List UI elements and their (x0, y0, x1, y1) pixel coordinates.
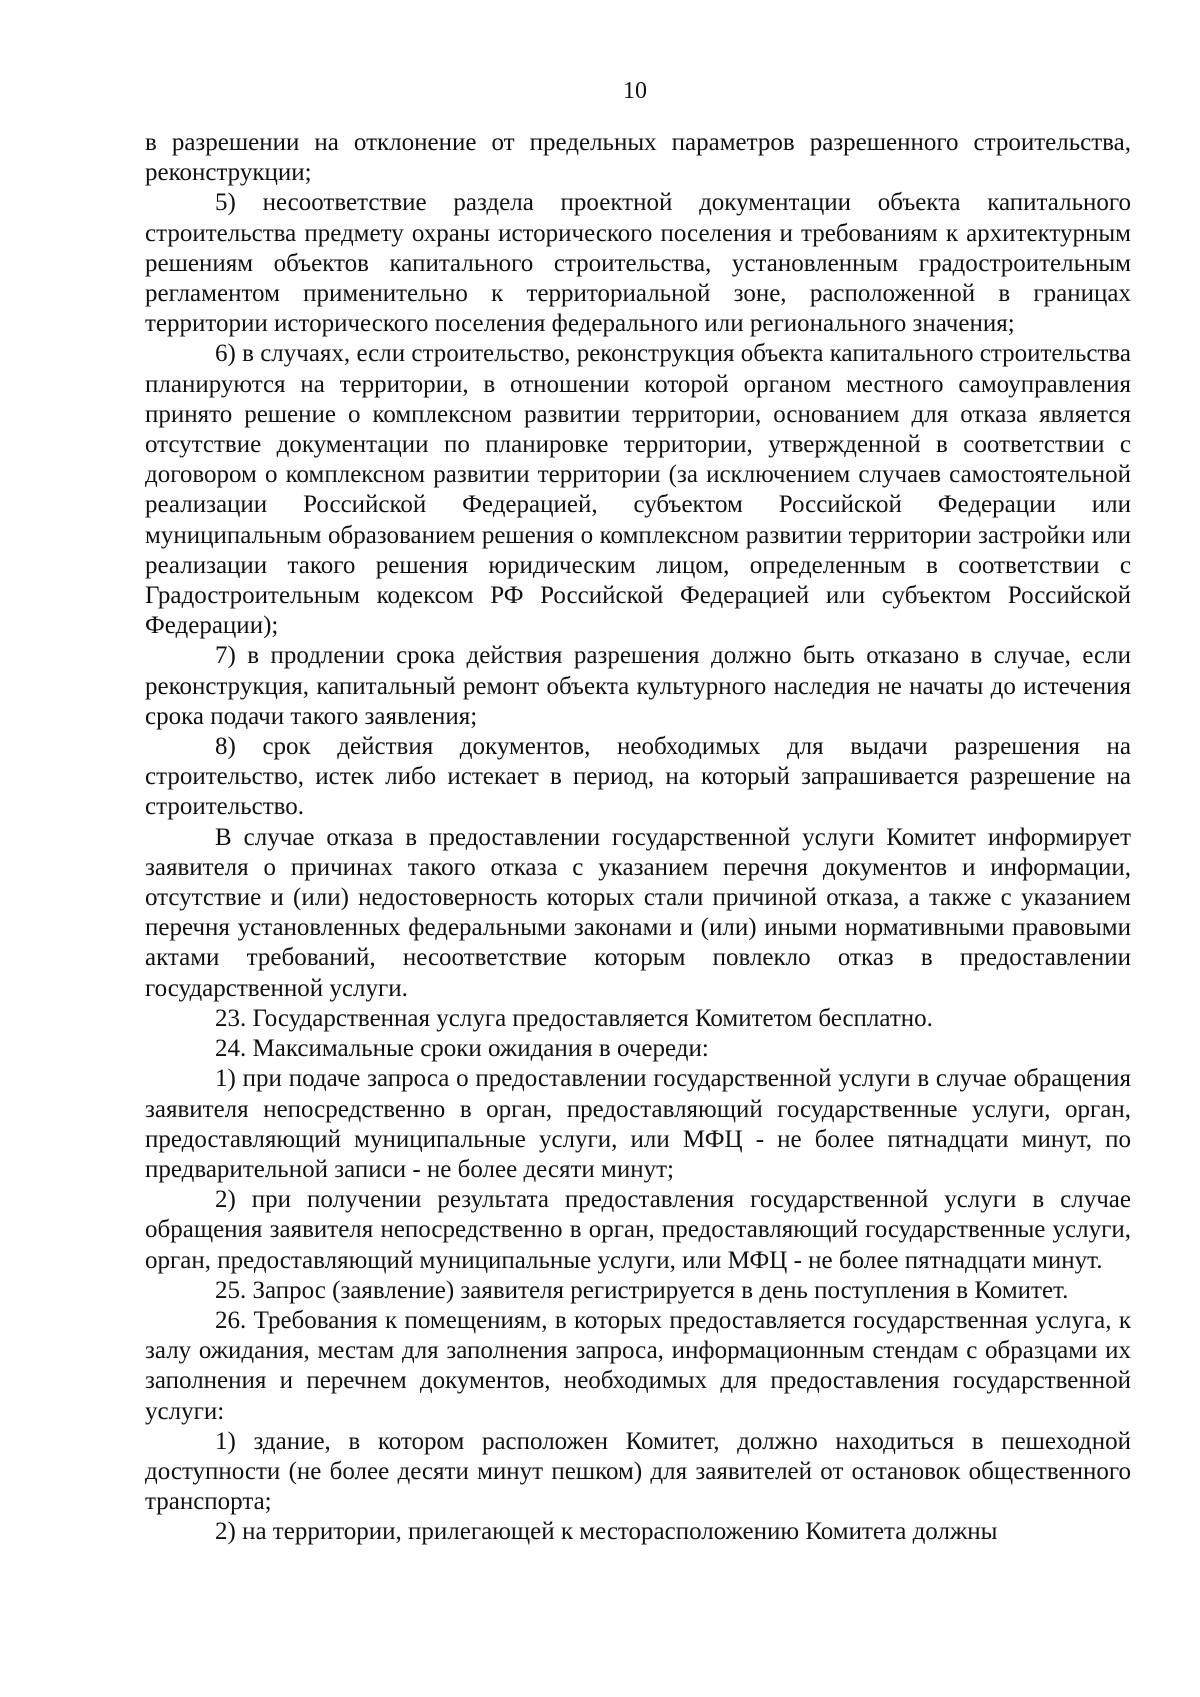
paragraph-continuation: в разрешении на отклонение от предельных параметров разрешенного строительства, реконструкции; (145, 129, 1131, 187)
paragraph-section-24: 24. Максимальные сроки ожидания в очереди: (215, 1035, 709, 1063)
paragraph-24-item-2: 2) при получении результата предоставления государственной услуги в случае обращения заявителя непосредственно в орган, предоставляющий государственные услуги, орган, предоставляющий муниципальные услуги, или МФЦ - не более пятнадцати минут. (145, 1186, 1131, 1274)
paragraph-24-item-1: 1) при подаче запроса о предоставлении государственной услуги в случае обращения заявителя непосредственно в орган, предоставляющий государственные услуги, орган, предоставляющий муниципальные услуги, или МФЦ - не более пятнадцати минут, по предварительной записи - не более десяти минут; (145, 1065, 1131, 1183)
paragraph-item-6: 6) в случаях, если строительство, реконструкция объекта капитального строительства планируются на территории, в отношении которой органом местного самоуправления принято решение о комплексном развитии территории, основанием для отказа является отсутствие документации по планировке территории, утвержденной в соответствии с договором о комплексном развитии территории (за исключением случаев самостоятельной реализации Российской Федерацией, субъектом Российской Федерации или муниципальным образованием решения о комплексном развитии территории застройки или реализации такого решения юридическим лицом, определенным в соответствии с Градостроительным кодексом РФ Российской Федерацией или субъектом Российской Федерации); (145, 340, 1131, 640)
paragraph-item-8: 8) срок действия документов, необходимых для выдачи разрешения на строительство, истек либо истекает в период, на который запрашивается разрешение на строительство. (145, 733, 1131, 821)
paragraph-section-26: 26. Требования к помещениям, в которых предоставляется государственная услуга, к залу ожидания, местам для заполнения запроса, информационным стендам с образцами их заполнения и перечнем документов, необходимых для предоставления государственной услуги: (145, 1306, 1131, 1425)
paragraph-26-item-2: 2) на территории, прилегающей к месторасположению Комитета должны (215, 1518, 998, 1546)
paragraph-section-25: 25. Запрос (заявление) заявителя регистрируется в день поступления в Комитет. (215, 1276, 1069, 1304)
document-body (145, 128, 1131, 1548)
paragraph-item-5: 5) несоответствие раздела проектной документации объекта капитального строительства предмету охраны исторического поселения и требованиям к архитектурным решениям объектов капитального строительства, установленным градостроительным регламентом применительно к территориальной зоне, расположенной в границах территории исторического поселения федерального или регионального значения; (145, 189, 1131, 338)
paragraph-26-item-1: 1) здание, в котором расположен Комитет, должно находиться в пешеходной доступности (не более десяти минут пешком) для заявителей от остановок общественного транспорта; (145, 1427, 1131, 1516)
paragraph-section-23: 23. Государственная услуга предоставляется Комитетом бесплатно. (215, 1004, 933, 1032)
paragraph-item-7: 7) в продлении срока действия разрешения должно быть отказано в случае, если реконструкция, капитальный ремонт объекта культурного наследия не начаты до истечения срока подачи такого заявления; (145, 642, 1131, 730)
paragraph-refusal-notice: В случае отказа в предоставлении государственной услуги Комитет информирует заявителя о причинах такого отказа с указанием перечня документов и информации, отсутствие и (или) недостоверность которых стали причиной отказа, а также с указанием перечня установленных федеральными законами и (или) иными нормативными правовыми актами требований, несоответствие которым повлекло отказ в предоставлении государственной услуги. (145, 823, 1131, 1002)
page-number: 10 (623, 78, 647, 104)
